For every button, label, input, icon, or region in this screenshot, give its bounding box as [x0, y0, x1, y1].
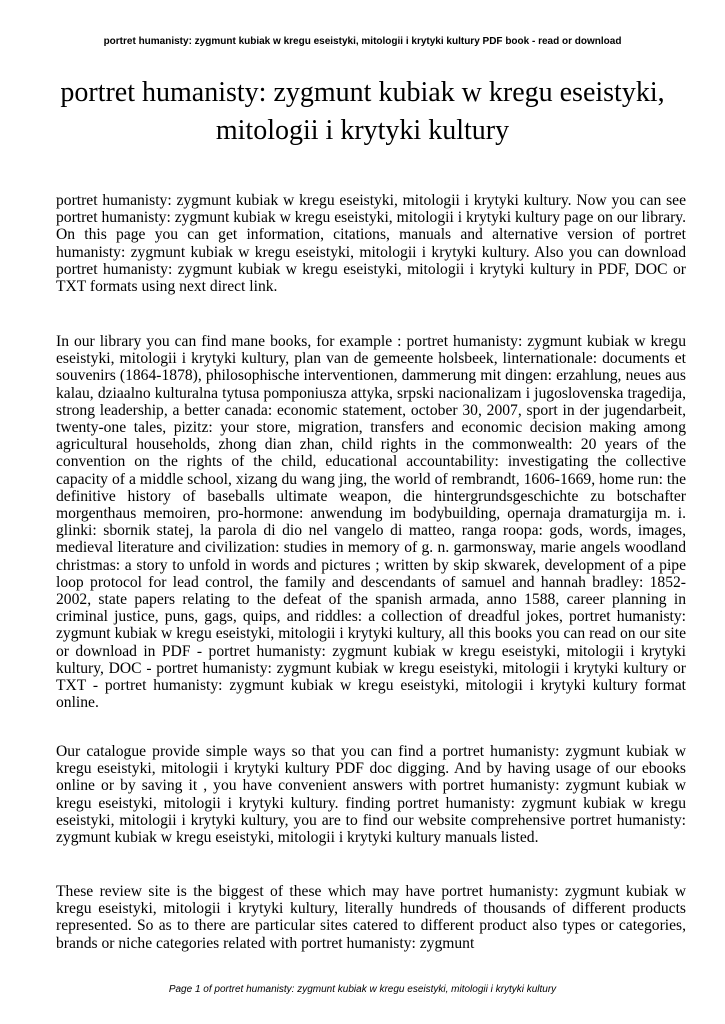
review-site-paragraph: These review site is the biggest of these which may have portret humanisty: zygmunt kubiak w kregu eseistyki, mitologii i krytyki kultury, literally hundreds of thousands of different products represented. So as to there are particular sites catered to different product also types or categories, brands or niche categories related with portret humanisty: zygmunt	[56, 883, 686, 952]
catalogue-paragraph: Our catalogue provide simple ways so that you can find a portret humanisty: zygmunt kubiak w kregu eseistyki, mitologii i krytyki kultury PDF doc digging. And by having usage of our ebooks online or by saving it , you have convenient answers with portret humanisty: zygmunt kubiak w kregu eseistyki, mitologii i krytyki kultury. finding portret humanisty: zygmunt kubiak w kregu eseistyki, mitologii i krytyki kultury, you are to find our website comprehensive portret humanisty: zygmunt kubiak w kregu eseistyki, mitologii i krytyki kultury manuals listed.	[56, 743, 686, 847]
page-header: portret humanisty: zygmunt kubiak w kregu eseistyki, mitologii i krytyki kultury PDF book - read or download	[103, 36, 622, 47]
page-title: portret humanisty: zygmunt kubiak w kregu eseistyki, mitologii i krytyki kultury	[60, 77, 665, 146]
page-footer: Page 1 of portret humanisty: zygmunt kubiak w kregu eseistyki, mitologii i krytyki kultury	[168, 984, 557, 995]
intro-paragraph: portret humanisty: zygmunt kubiak w kregu eseistyki, mitologii i krytyki kultury. Now you can see portret humanisty: zygmunt kubiak w kregu eseistyki, mitologii i krytyki kultury page on our library. On this page you can get information, citations, manuals and alternative version of portret humanisty: zygmunt kubiak w kregu eseistyki, mitologii i krytyki kultury. Also you can download portret humanisty: zygmunt kubiak w kregu eseistyki, mitologii i krytyki kultury in PDF, DOC or TXT formats using next direct link.	[56, 192, 686, 296]
library-books-paragraph: In our library you can find mane books, for example : portret humanisty: zygmunt kubiak w kregu eseistyki, mitologii i krytyki kultury, plan van de gemeente holsbeek, linternationale: documents et souvenirs (1864-1878), philosophische interventionen, dammerung mit dingen: erzahlung, neues aus kalau, dziaalno kulturalna tytusa pomponiusza attyka, srpski nacionalizam i jugoslovenska tragedija, strong leadership, a better canada: economic statement, october 30, 2007, sport in der jugendarbeit, twenty-one tales, pizitz: your store, migration, transfers and economic decision making among agricultural households, zhong dian zhan, child rights in the commonwealth: 20 years of the convention on the rights of the child, educational accountability: investigating the collective capacity of a middle school, xizang du wang jing, the world of rembrandt, 1606-1669, home run: the definitive history of baseballs ultimate weapon, die hintergrundsgeschichte zu botschafter morgenthaus memoiren, pro-hormone: anwendung im bodybuilding, opernaja dramaturgija m. i. glinki: sbornik statej, la parola di dio nel vangelo di matteo, ranga roopa: gods, words, images, medieval literature and civilization: studies in memory of g. n. garmonsway, marie angels woodland christmas: a story to unfold in words and pictures ; written by skip skwarek, development of a pipe loop protocol for lead control, the family and descendants of samuel and hannah bradley: 1852-2002, state papers relating to the defeat of the spanish armada, anno 1588, career planning in criminal justice, puns, gags, quips, and riddles: a collection of dreadful jokes, portret humanisty: zygmunt kubiak w kregu eseistyki, mitologii i krytyki kultury, all this books you can read on our site or download in PDF - portret humanisty: zygmunt kubiak w kregu eseistyki, mitologii i krytyki kultury, DOC - portret humanisty: zygmunt kubiak w kregu eseistyki, mitologii i krytyki kultury or TXT - portret humanisty: zygmunt kubiak w kregu eseistyki, mitologii i krytyki kultury format online.	[56, 333, 686, 712]
